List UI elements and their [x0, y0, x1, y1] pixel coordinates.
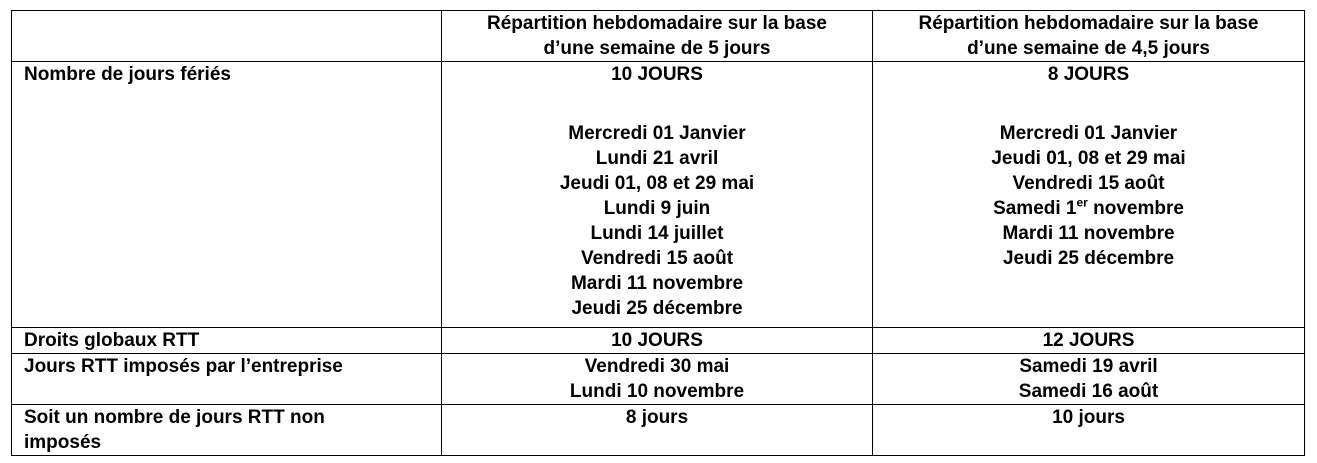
- droits-label: Droits globaux RTT: [12, 328, 442, 354]
- feries-date: Vendredi 15 août: [1012, 173, 1165, 194]
- samedi-suffix: novembre: [1087, 198, 1184, 219]
- feries-5-jours-total: 10 JOURS: [611, 64, 703, 85]
- samedi-prefix: Samedi 1: [993, 198, 1077, 219]
- feries-date: Jeudi 25 décembre: [571, 298, 743, 319]
- non-imposes-row: [12, 405, 1305, 456]
- header-4-5-jours: [873, 11, 1305, 62]
- spacer: [873, 87, 1304, 121]
- imposes-date: Samedi 19 avril: [1019, 356, 1158, 377]
- feries-date: Mercredi 01 Janvier: [999, 123, 1178, 144]
- feries-date: Mardi 11 novembre: [570, 273, 744, 294]
- non-imposes-4-5-jours: 10 jours: [873, 405, 1305, 456]
- feries-date: Jeudi 01, 08 et 29 mai: [559, 173, 755, 194]
- ordinal-suffix: er: [1076, 195, 1088, 210]
- imposes-date: Samedi 16 août: [1018, 381, 1159, 402]
- imposes-label: Jours RTT imposés par l’entreprise: [12, 354, 442, 405]
- header-5-jours-line-2: d’une semaine de 5 jours: [543, 38, 771, 59]
- feries-date: Lundi 9 juin: [603, 198, 711, 219]
- spacer: [442, 87, 872, 121]
- header-empty-cell: [12, 11, 442, 62]
- droits-row: [12, 328, 1305, 354]
- header-5-jours-line-1: Répartition hebdomadaire sur la base: [487, 13, 827, 34]
- non-imposes-5-jours: 8 jours: [442, 405, 873, 456]
- header-4-5-jours-line-1: Répartition hebdomadaire sur la base: [918, 13, 1259, 34]
- droits-5-jours: 10 JOURS: [442, 328, 873, 354]
- feries-date: Jeudi 01, 08 et 29 mai: [991, 148, 1186, 169]
- feries-date: Lundi 21 avril: [595, 148, 719, 169]
- header-4-5-jours-line-2: d’une semaine de 4,5 jours: [967, 38, 1210, 59]
- feries-date: Mercredi 01 Janvier: [568, 123, 746, 144]
- non-imposes-label-line-1: Soit un nombre de jours RTT non: [24, 407, 325, 428]
- feries-date: Mardi 11 novembre: [1002, 223, 1175, 244]
- header-5-jours: [442, 11, 873, 62]
- imposes-row: [12, 354, 1305, 405]
- imposes-4-5-jours: [873, 354, 1305, 405]
- non-imposes-label: [12, 405, 442, 456]
- rtt-table: [11, 10, 1305, 456]
- feries-date-samedi: [873, 196, 1304, 221]
- feries-date: Jeudi 25 décembre: [1002, 248, 1175, 269]
- feries-label: Nombre de jours fériés: [12, 62, 442, 328]
- imposes-5-jours: [442, 354, 873, 405]
- imposes-date: Lundi 10 novembre: [569, 381, 745, 402]
- feries-date: Vendredi 15 août: [580, 248, 734, 269]
- feries-date: Lundi 14 juillet: [590, 223, 724, 244]
- feries-5-jours: [442, 62, 873, 328]
- imposes-date: Vendredi 30 mai: [584, 356, 730, 377]
- droits-4-5-jours: 12 JOURS: [873, 328, 1305, 354]
- header-row: [12, 11, 1305, 62]
- non-imposes-label-line-2: imposés: [24, 432, 102, 453]
- feries-row: [12, 62, 1305, 328]
- feries-4-5-jours: [873, 62, 1305, 328]
- feries-4-5-jours-total: 8 JOURS: [1047, 64, 1130, 85]
